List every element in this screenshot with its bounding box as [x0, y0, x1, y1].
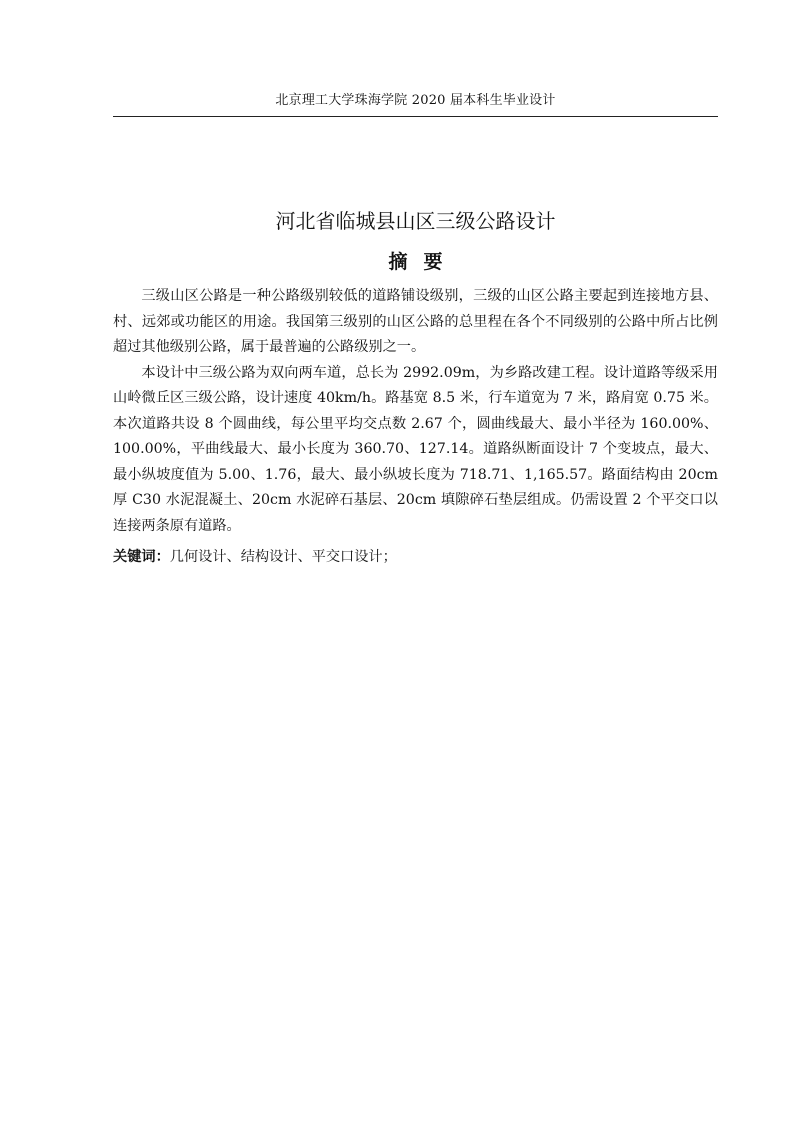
- keywords-label: 关键词：: [113, 549, 170, 565]
- abstract-body: [113, 284, 718, 539]
- keywords-text: 几何设计、结构设计、平交口设计；: [169, 549, 397, 565]
- keywords-line: [113, 545, 718, 570]
- abstract-heading: 摘要: [388, 251, 459, 273]
- abstract-paragraph-2: 本设计中三级公路为双向两车道，总长为 2992.09m，为乡路改建工程。设计道路等级采用山岭微丘区三级公路，设计速度 40km/h。路基宽 8.5 米，行车道宽为 7 米，路肩宽 0.75 米。本次道路共设 8 个圆曲线，每公里平均交点数 2.67 个，圆曲线最大、最小半径为 160.00%、100.00%，平曲线最大、最小长度为 360.70、127.14。道路纵断面设计 7 个变坡点，最大、最小纵坡度值为 5.00、1.76，最大、最小纵坡长度为 718.71、1,165.57。路面结构由 20cm 厚 C30 水泥混凝土、20cm 水泥碎石基层、20cm 填隙碎石垫层组成。仍需设置 2 个平交口以连接两条原有道路。: [113, 364, 718, 534]
- abstract-paragraph-1: 三级山区公路是一种公路级别较低的道路铺设级别，三级的山区公路主要起到连接地方县、村、远郊或功能区的用途。我国第三级别的山区公路的总里程在各个不同级别的公路中所占比例超过其他级别公路，属于最普遍的公路级别之一。: [113, 288, 718, 355]
- header-divider: [113, 116, 718, 117]
- running-header: 北京理工大学珠海学院 2020 届本科生毕业设计: [275, 93, 556, 108]
- document-title: 河北省临城县山区三级公路设计: [275, 209, 556, 233]
